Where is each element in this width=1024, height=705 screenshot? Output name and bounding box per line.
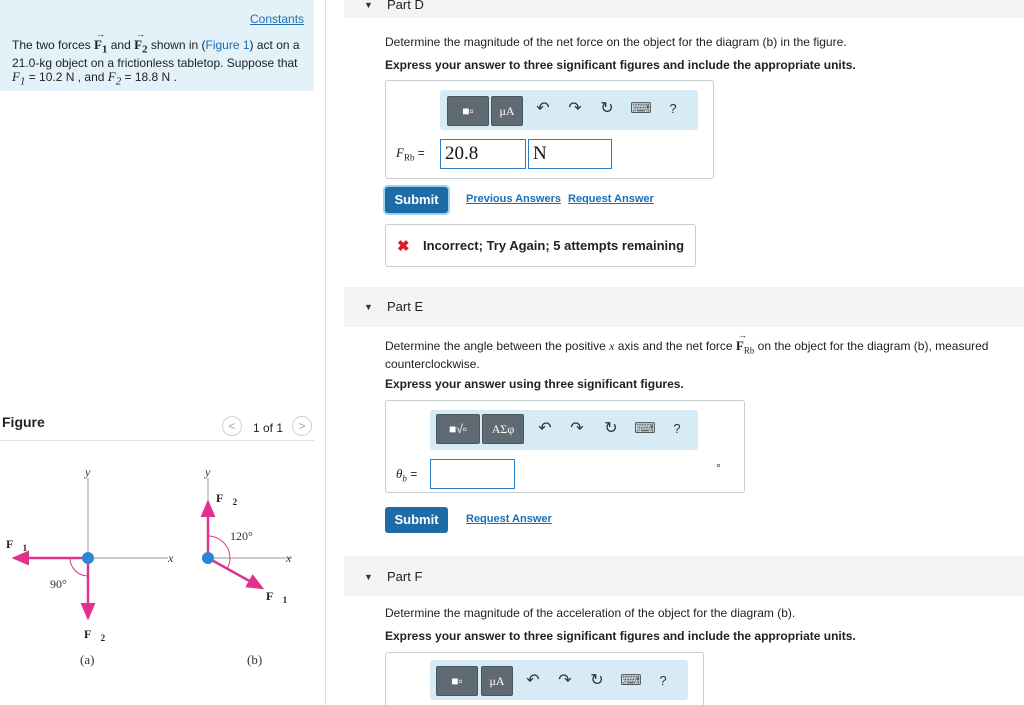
a-f1-label: $F⃗_1$ — [6, 537, 28, 553]
constants-link[interactable]: Constants — [250, 12, 305, 26]
keyboard-icon[interactable]: ⌨ — [620, 672, 642, 689]
redo-icon[interactable]: ↷ — [568, 100, 582, 117]
part-f-units-button[interactable]: μA — [481, 666, 513, 696]
f2-symbol: → $F_2$ — [134, 37, 147, 52]
a-y-label: y — [85, 465, 91, 479]
part-f-caret-icon[interactable]: ▼ — [364, 572, 373, 582]
undo-icon[interactable]: ↶ — [536, 100, 550, 117]
problem-statement: The two forces → $F_1$ and → $F_2$ shown in (Figure 1) act on a 21.0-kg object on a frictionless tabletop. Suppose that $F_1 = 10.2$ N , and $F_2 = 18.8$ N . — [12, 38, 307, 88]
b-f1-arrow — [208, 558, 262, 588]
part-d-title: Part D — [387, 0, 424, 12]
part-f-question: Determine the magnitude of the acceleration of the object for the diagram (b). — [385, 606, 796, 620]
part-d-variable-label: $F_{Rb}$ = — [396, 145, 425, 163]
part-d-header[interactable] — [344, 0, 1024, 18]
part-e-header[interactable] — [344, 287, 1024, 327]
part-d-submit-button[interactable]: Submit — [385, 187, 448, 213]
a-angle-label: 90° — [50, 577, 67, 591]
part-d-question: Determine the magnitude of the net force on the object for the diagram (b) in the figure. — [385, 35, 847, 49]
b-f1-label: $F⃗_1$ — [266, 589, 288, 605]
redo-icon[interactable]: ↷ — [570, 420, 584, 437]
help-icon[interactable]: ? — [669, 101, 677, 116]
figure-divider — [0, 440, 314, 441]
figure-pager: 1 of 1 — [253, 421, 284, 435]
part-f-instruction: Express your answer to three significant figures and include the appropriate units. — [385, 629, 856, 643]
figure-link[interactable]: Figure 1 — [205, 38, 250, 52]
redo-icon[interactable]: ↷ — [558, 672, 572, 689]
b-y-label: y — [205, 465, 211, 479]
b-angle-label: 120° — [230, 529, 253, 543]
part-e-caret-icon[interactable]: ▼ — [364, 302, 373, 312]
part-e-title: Part E — [387, 299, 424, 314]
help-icon[interactable]: ? — [673, 421, 681, 436]
b-f2-label: $F⃗_2$ — [216, 491, 238, 507]
diagram-a — [6, 465, 174, 667]
part-e-submit-button[interactable]: Submit — [385, 507, 448, 533]
part-d-value-input[interactable]: 20.8 — [440, 139, 526, 169]
diagram-b — [202, 465, 292, 667]
part-e-instruction: Express your answer using three significant figures. — [385, 377, 684, 391]
b-object-dot — [202, 552, 214, 564]
part-f-header[interactable] — [344, 556, 1024, 596]
a-object-dot — [82, 552, 94, 564]
force-diagram — [0, 450, 320, 680]
keyboard-icon[interactable]: ⌨ — [634, 420, 656, 437]
part-e-variable-label: $\theta_b$ = — [396, 466, 418, 484]
part-e-templates-button[interactable]: ■√▫ — [436, 414, 480, 444]
undo-icon[interactable]: ↶ — [526, 672, 540, 689]
f1-symbol: → $F_1$ — [94, 37, 107, 52]
reset-icon[interactable]: ↻ — [590, 672, 604, 689]
part-d-previous-answers-link[interactable]: Previous Answers — [466, 193, 561, 205]
keyboard-icon[interactable]: ⌨ — [630, 100, 652, 117]
help-icon[interactable]: ? — [659, 673, 667, 688]
reset-icon[interactable]: ↻ — [604, 420, 618, 437]
incorrect-icon: ✖ — [397, 238, 410, 255]
a-caption: (a) — [80, 652, 95, 667]
part-e-question: Determine the angle between the positive x axis and the net force → $F_{Rb}$ on the object for the diagram (b), measured counterclockwise. — [385, 339, 1005, 371]
part-e-request-answer-link[interactable]: Request Answer — [466, 513, 552, 525]
part-d-templates-button[interactable]: ■▫ — [447, 96, 489, 126]
part-d-instruction: Express your answer to three significant figures and include the appropriate units. — [385, 58, 856, 72]
part-f-title: Part F — [387, 569, 423, 584]
part-d-request-answer-link[interactable]: Request Answer — [568, 193, 654, 205]
part-f-templates-button[interactable]: ■▫ — [436, 666, 478, 696]
part-d-units-input[interactable]: N — [528, 139, 612, 169]
undo-icon[interactable]: ↶ — [538, 420, 552, 437]
reset-icon[interactable]: ↻ — [600, 100, 614, 117]
part-e-value-input[interactable] — [430, 459, 515, 489]
b-x-label: x — [286, 551, 292, 565]
b-caption: (b) — [247, 652, 263, 667]
next-figure-button[interactable]: > — [292, 416, 312, 436]
degree-symbol: ° — [716, 461, 721, 475]
a-f2-label: $F⃗_2$ — [84, 627, 106, 643]
a-x-label: x — [168, 551, 174, 565]
part-e-greek-button[interactable]: ΑΣφ — [482, 414, 524, 444]
figure-title: Figure — [2, 414, 45, 430]
part-d-feedback-text: Incorrect; Try Again; 5 attempts remaining — [423, 238, 685, 253]
part-d-caret-icon[interactable]: ▼ — [364, 0, 373, 10]
part-d-units-button[interactable]: μA — [491, 96, 523, 126]
prev-figure-button[interactable]: < — [222, 416, 242, 436]
